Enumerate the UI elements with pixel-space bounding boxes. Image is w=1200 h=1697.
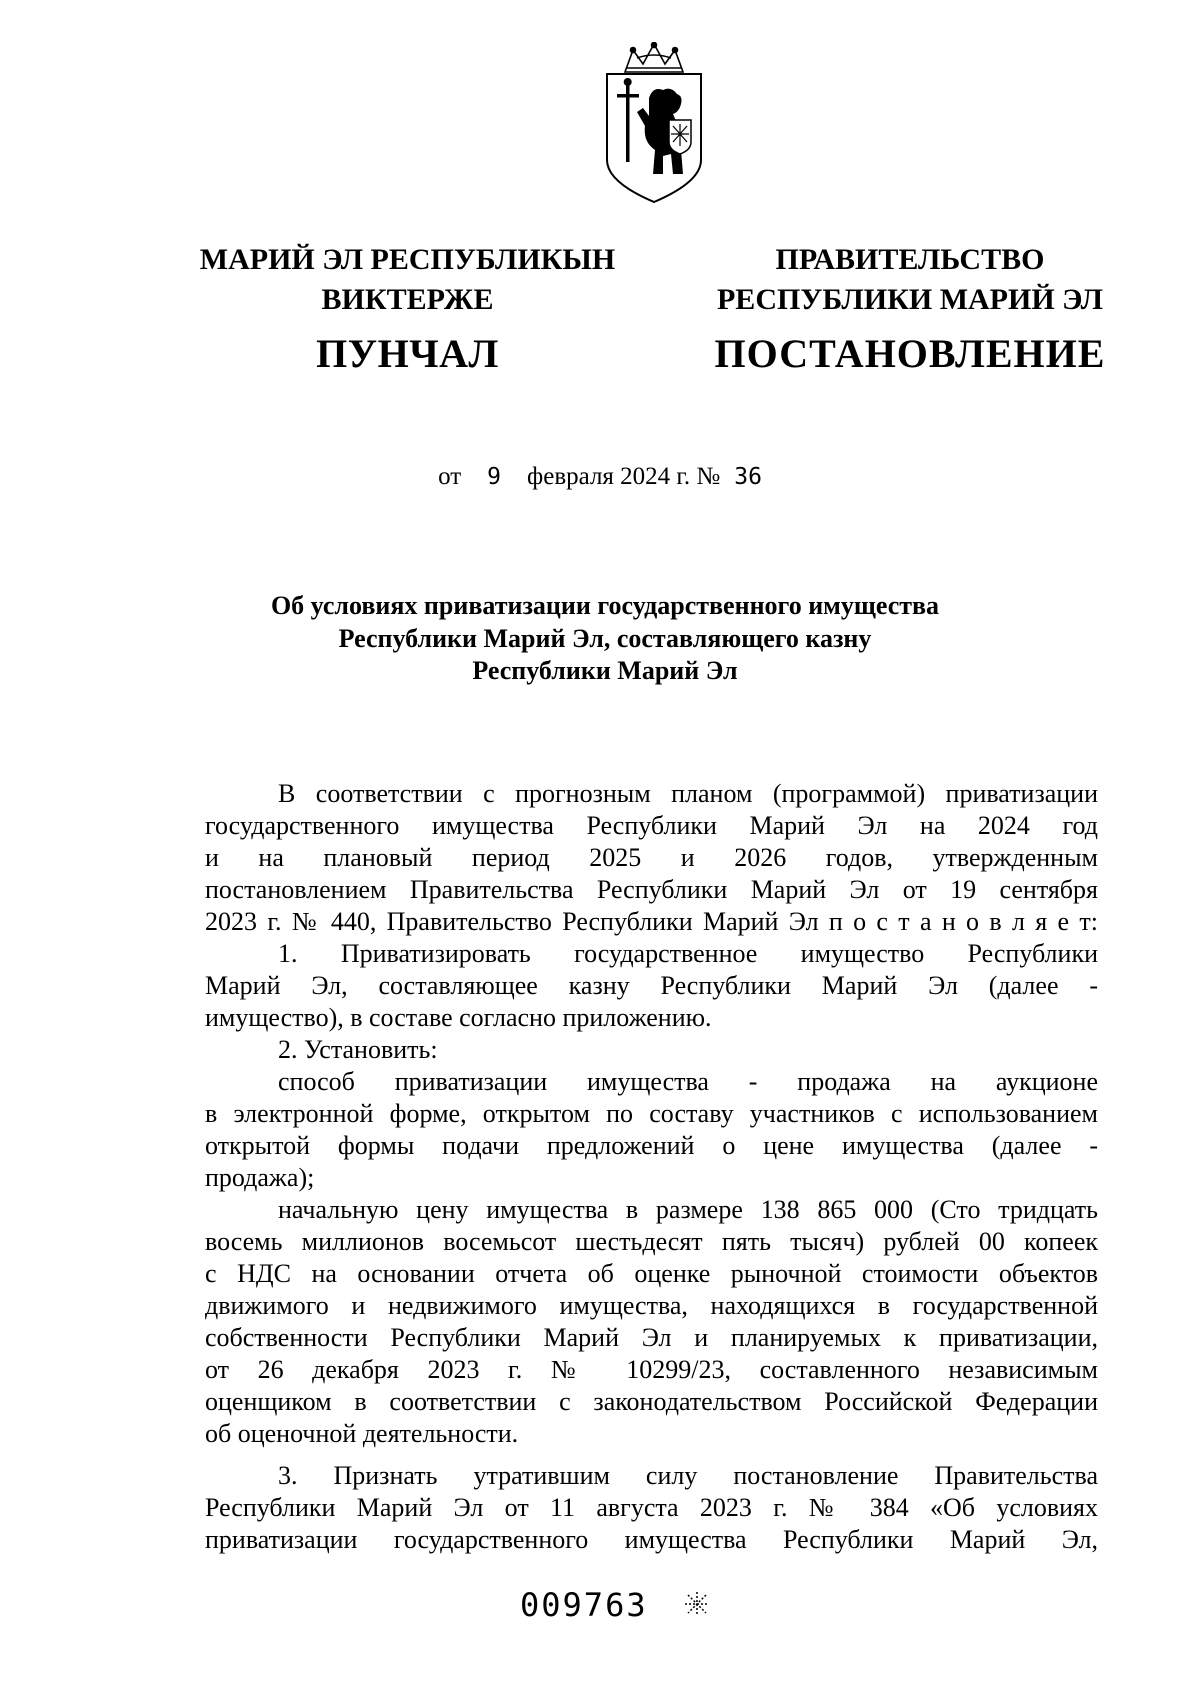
item-1-paragraph xyxy=(205,938,1098,1034)
body-line: государственного имущества Республики Марий Эл на 2024 год xyxy=(205,811,1098,840)
document-number: 36 xyxy=(734,464,762,490)
title-line: Республики Марий Эл, составляющего казну xyxy=(338,623,872,653)
document-serial-number: 009763 xyxy=(520,1586,648,1624)
header-left-line1: МАРИЙ ЭЛ РЕСПУБЛИКЫН xyxy=(199,243,616,276)
body-line: в электронной форме, открытом по составу участников с использованием xyxy=(205,1099,1098,1128)
body-line: оценщиком в соответствии с законодательством Российской Федерации xyxy=(205,1387,1098,1416)
body-line: собственности Республики Марий Эл и планируемых к приватизации, xyxy=(205,1323,1098,1352)
body-line: открытой формы подачи предложений о цене имущества (далее - xyxy=(205,1131,1098,1160)
header-mari-language xyxy=(185,240,630,380)
header-left-line2: ВИКТЕРЖЕ xyxy=(321,283,494,316)
document-title xyxy=(190,590,1020,688)
body-line: приватизации государственного имущества Республики Марий Эл, xyxy=(205,1525,1098,1554)
header-left-doc-type: ПУНЧАЛ xyxy=(316,331,499,376)
body-line: и на плановый период 2025 и 2026 годов, утвержденным xyxy=(205,843,1098,872)
body-line: имущество), в составе согласно приложению. xyxy=(205,1003,712,1032)
body-line: начальную цену имущества в размере 138 865 000 (Сто тридцать xyxy=(278,1195,1098,1224)
body-line: восемь миллионов восемьсот шестьдесят пять тысяч) рублей 00 копеек xyxy=(205,1227,1098,1256)
body-line: от 26 декабря 2023 г. № 10299/23, составленного независимым xyxy=(205,1355,1098,1384)
date-day: 9 xyxy=(487,464,502,490)
title-line: Об условиях приватизации государственного имущества xyxy=(270,591,940,620)
body-line: постановлением Правительства Республики Марий Эл от 19 сентября xyxy=(205,875,1098,904)
body-line: способ приватизации имущества - продажа на аукционе xyxy=(278,1067,1098,1096)
body-line: Марий Эл, составляющее казну Республики Марий Эл (далее - xyxy=(205,971,1098,1000)
item-2-paragraph xyxy=(205,1034,1098,1450)
item-3-paragraph xyxy=(205,1460,1098,1556)
document-date-number xyxy=(0,460,1200,494)
date-month-year: февраля 2024 г. № xyxy=(527,463,721,490)
coat-of-arms-emblem xyxy=(597,42,711,206)
asterisk-mark-icon xyxy=(683,1590,711,1618)
preamble-paragraph xyxy=(205,778,1098,938)
body-line: Республики Марий Эл от 11 августа 2023 г. № 384 «Об условиях xyxy=(205,1493,1098,1522)
body-line: 2. Установить: xyxy=(278,1035,438,1064)
date-prefix: от xyxy=(438,463,462,490)
header-right-doc-type: ПОСТАНОВЛЕНИЕ xyxy=(714,331,1106,376)
body-line: движимого и недвижимого имущества, находящихся в государственной xyxy=(205,1291,1098,1320)
header-right-line1: ПРАВИТЕЛЬСТВО xyxy=(775,243,1045,276)
header-right-line2: РЕСПУБЛИКИ МАРИЙ ЭЛ xyxy=(716,283,1103,316)
body-line: с НДС на основании отчета об оценке рыночной стоимости объектов xyxy=(205,1259,1098,1288)
body-line: 3. Признать утратившим силу постановление Правительства xyxy=(278,1461,1098,1490)
body-line: об оценочной деятельности. xyxy=(205,1419,519,1448)
header-russian-language xyxy=(690,240,1130,380)
body-line: В соответствии с прогнозным планом (программой) приватизации xyxy=(278,779,1098,808)
body-line: 1. Приватизировать государственное имущество Республики xyxy=(278,939,1098,968)
body-line: продажа); xyxy=(205,1163,315,1192)
document-body xyxy=(205,778,1098,1556)
body-line: 2023 г. № 440, Правительство Республики Марий Эл п о с т а н о в л я е т: xyxy=(205,907,1098,936)
title-line: Республики Марий Эл xyxy=(472,656,738,685)
